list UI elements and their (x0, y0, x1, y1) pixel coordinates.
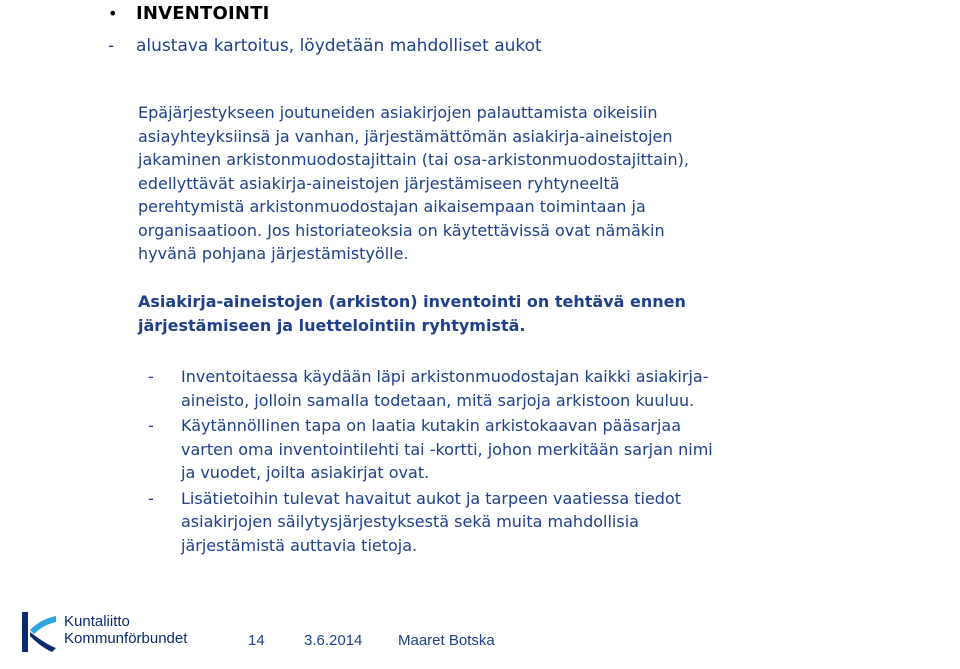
footer-author: Maaret Botska (398, 632, 495, 649)
kuntaliitto-logo (16, 608, 226, 656)
subheading-text: alustava kartoitus, löydetään mahdolliset aukot (136, 36, 542, 56)
list-item-text: Inventoitaessa käydään läpi arkistonmuodostajan kaikki asiakirja- aineisto, jolloin samalla todetaan, mitä sarjoja arkistoon kuuluu. (181, 367, 709, 410)
intro-paragraph: Epäjärjestykseen joutuneiden asiakirjojen palauttamista oikeisiin asiayhteyksiinsä ja vanhan, järjestämättömän asiakirja-aineistojen jakaminen arkistonmuodostajittain (tai osa-arkistonmuodostajittain), edellyttävät asiakirja-aineistojen järjestämiseen ryhtyneeltä perehtymistä arkistonmuodostajan aikaisempaan toimintaan ja organisaatioon. Jos historiateoksia on käytettävissä ovat nämäkin hyvänä pohjana järjestämistyölle. (138, 103, 689, 263)
subheading-dash: - (108, 36, 115, 56)
slide-subheading (108, 36, 542, 56)
list-dash: - (148, 367, 154, 386)
kuntaliitto-logo-icon (16, 608, 64, 656)
footer-date: 3.6.2014 (304, 632, 363, 649)
heading-bullet: • (108, 3, 118, 23)
heading-title: INVENTOINTI (136, 2, 270, 24)
logo-text: Kuntaliitto Kommunförbundet (64, 613, 188, 647)
list-item (148, 487, 928, 558)
slide-footer (0, 600, 960, 669)
list-dash: - (148, 416, 154, 435)
emphasis-paragraph: Asiakirja-aineistojen (arkiston) inventointi on tehtävä ennen järjestämiseen ja luettelointiin ryhtymistä. (138, 292, 686, 335)
list-item-text: Käytännöllinen tapa on laatia kutakin arkistokaavan pääsarjaa varten oma inventointilehti tai -kortti, johon merkitään sarjan nimi ja vuodet, joilta asiakirjat ovat. (181, 416, 713, 482)
slide-heading (108, 0, 270, 26)
dash-list (148, 365, 928, 559)
page-number: 14 (248, 632, 265, 649)
list-item-text: Lisätietoihin tulevat havaitut aukot ja tarpeen vaatiessa tiedot asiakirjojen säilytysjärjestyksestä sekä muita mahdollisia järjestämistä auttavia tietoja. (181, 488, 681, 555)
footer-meta (248, 632, 495, 649)
list-dash: - (148, 488, 154, 508)
list-item (148, 365, 928, 412)
list-item (148, 414, 928, 485)
